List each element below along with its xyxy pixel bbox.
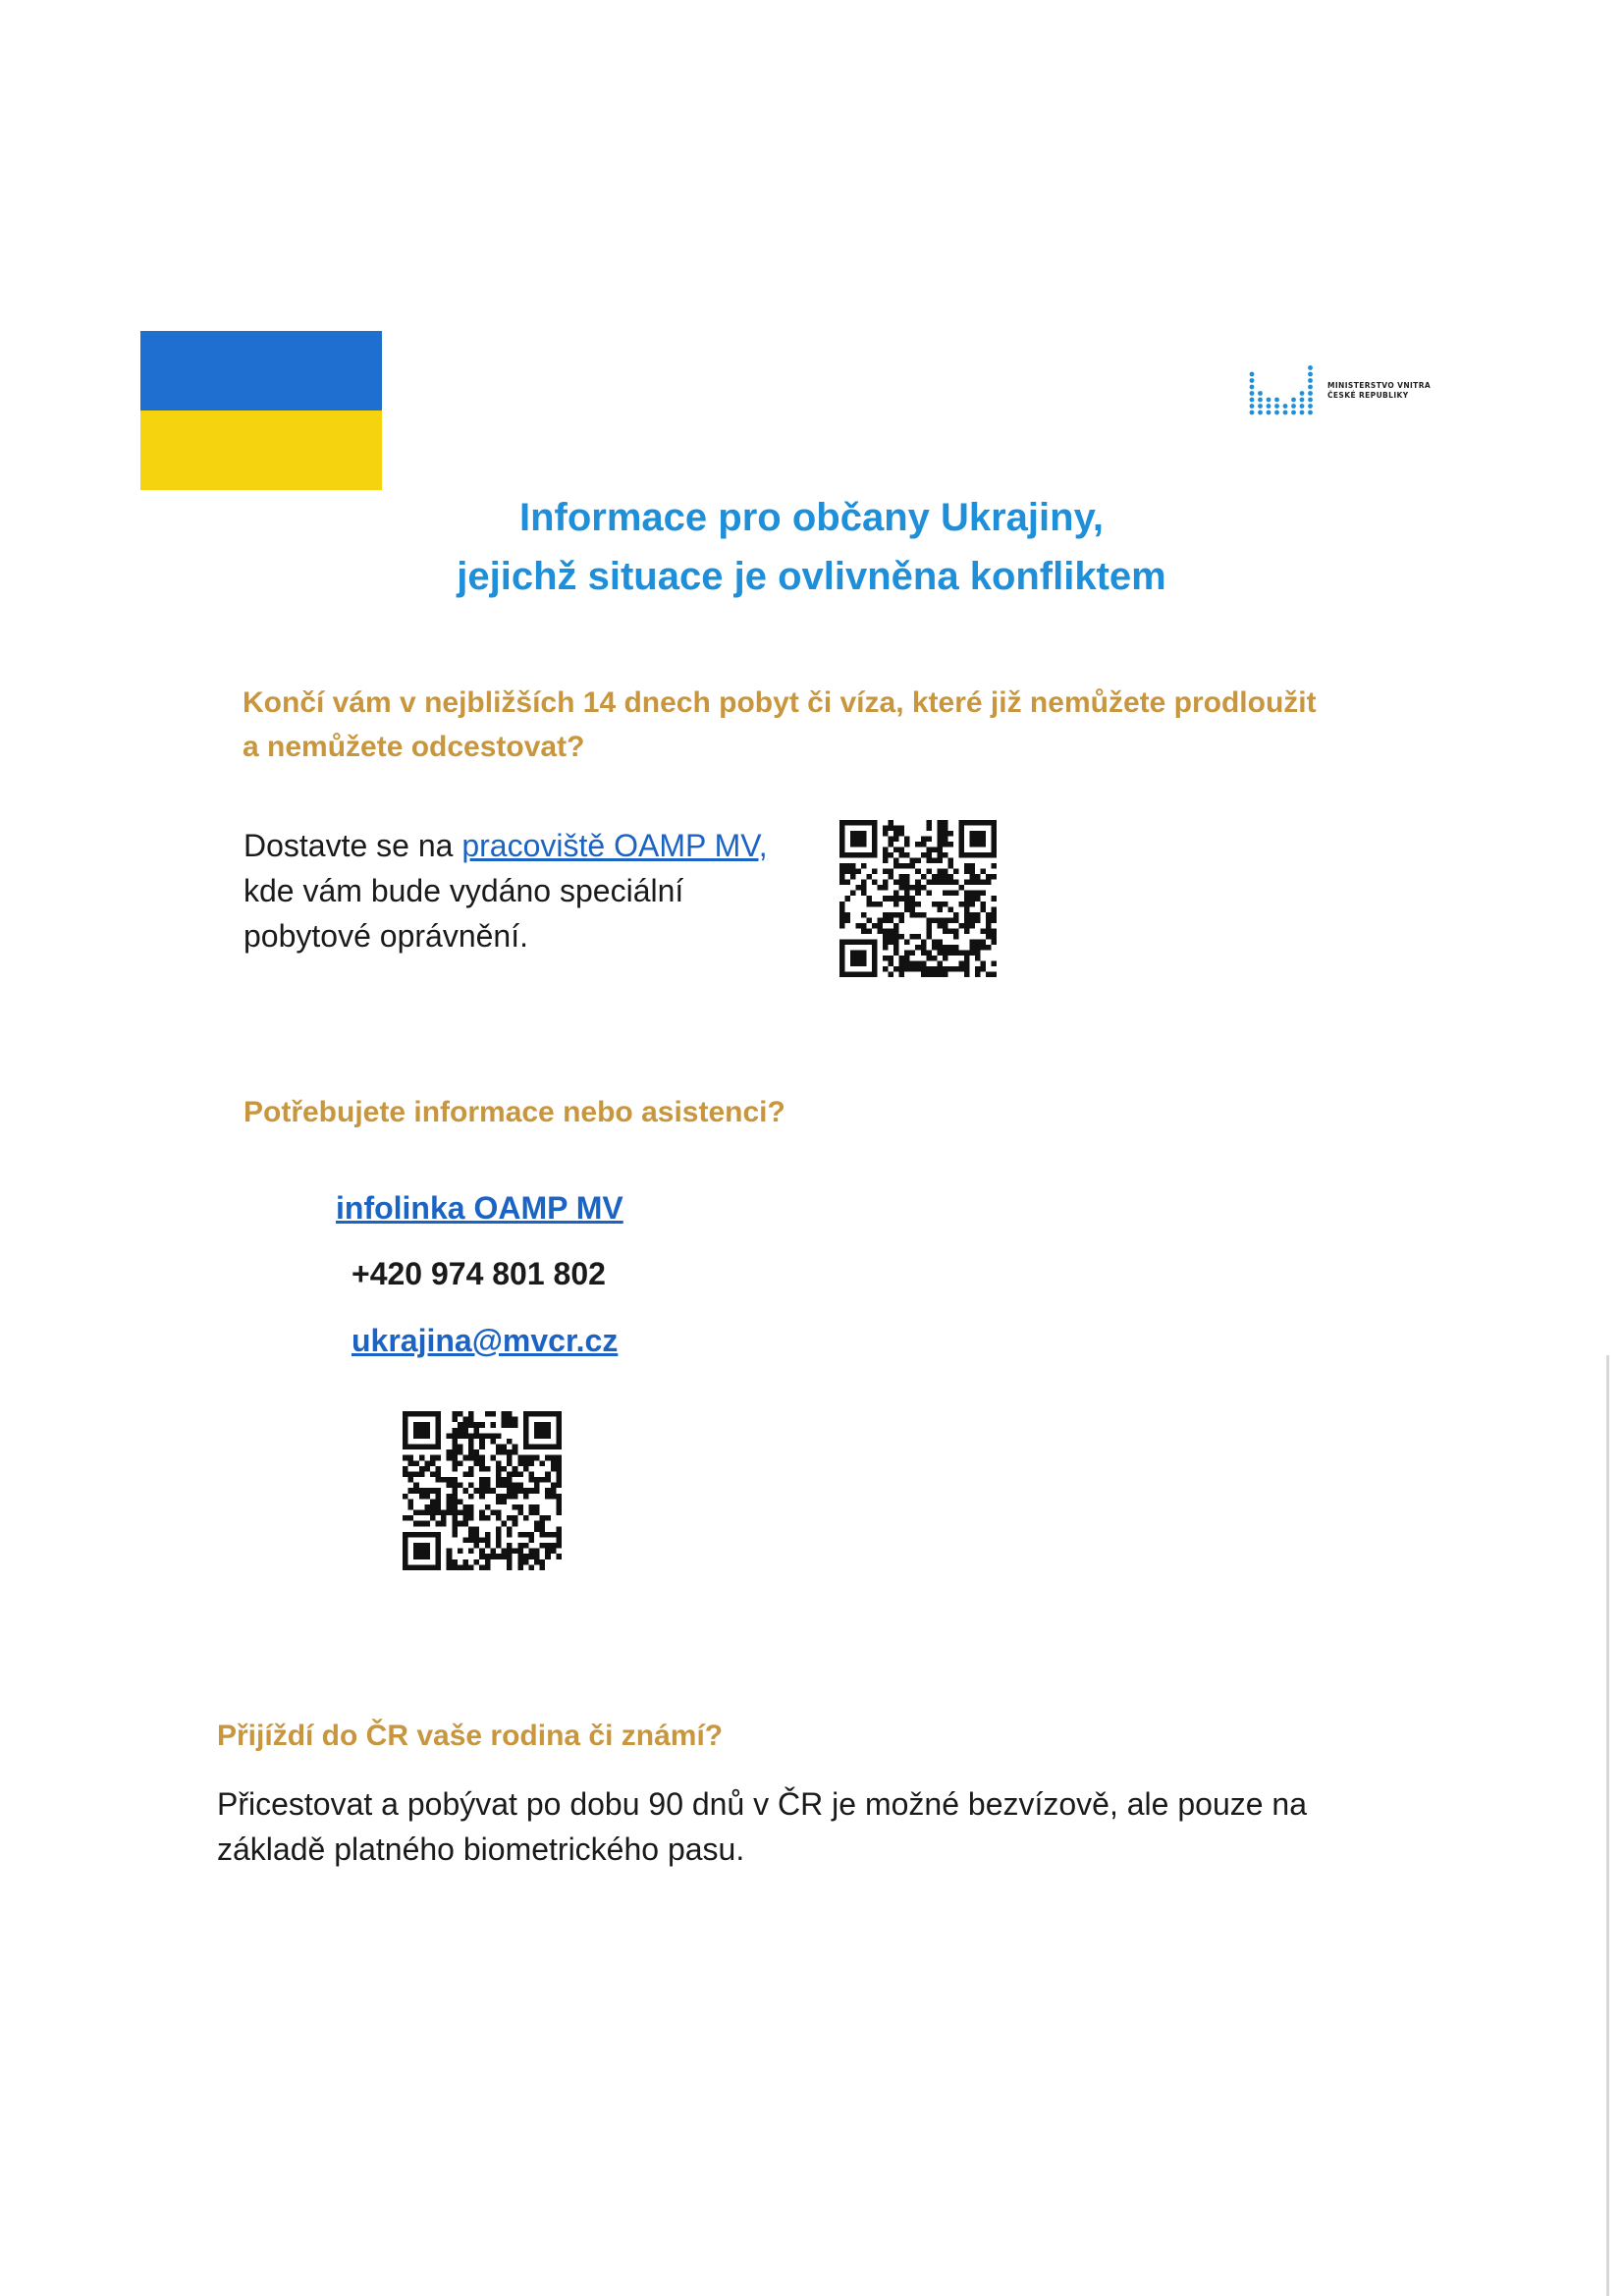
question-visa-line-2: a nemůžete odcestovat? <box>243 731 585 763</box>
ukraine-flag <box>140 331 382 490</box>
title-line-1: Informace pro občany Ukrajiny, <box>519 496 1104 539</box>
question-family-arrival: Přijíždí do ČR vaše rodina či známí? <box>217 1720 724 1752</box>
qr-code-infoline[interactable] <box>403 1411 562 1570</box>
flag-blue-stripe <box>140 331 382 410</box>
visa-free-line-1: Přicestovat a pobývat po dobu 90 dnů v ČR je možné bezvízově, ale pouze na <box>217 1786 1308 1822</box>
ministry-logo <box>1247 361 1453 416</box>
qr-code-icon <box>403 1411 562 1570</box>
flag-yellow-stripe <box>140 410 382 490</box>
logo-line-1: MINISTERSTVO VNITRA <box>1327 381 1432 390</box>
visa-instructions-line-1 <box>243 823 793 868</box>
visa-text-before-link: Dostavte se na <box>243 828 462 863</box>
title-line-2: jejichž situace je ovlivněna konfliktem <box>457 555 1166 598</box>
oamp-workplace-link[interactable]: pracoviště OAMP MV, <box>461 828 768 863</box>
visa-free-info <box>217 1781 1395 1872</box>
infoline-link[interactable]: infolinka OAMP MV <box>336 1190 623 1226</box>
ministry-logo-icon <box>1247 361 1322 416</box>
ministry-logo-text <box>1327 381 1431 401</box>
qr-code-oamp-workplaces[interactable] <box>839 820 997 977</box>
question-visa-line-1: Končí vám v nejbližších 14 dnech pobyt či víza, které již nemůžete prodloužit <box>243 686 1317 719</box>
visa-instructions-line-3: pobytové oprávnění. <box>243 918 528 954</box>
page-title <box>0 488 1623 606</box>
phone-number: +420 974 801 802 <box>352 1256 606 1291</box>
qr-code-icon <box>839 820 997 977</box>
logo-line-2: ČESKÉ REPUBLIKY <box>1327 391 1409 400</box>
email-link[interactable]: ukrajina@mvcr.cz <box>352 1323 619 1358</box>
visa-free-line-2: základě platného biometrického pasu. <box>217 1831 745 1867</box>
visa-instructions <box>243 823 793 958</box>
question-visa-expiry <box>243 681 1421 769</box>
visa-instructions-line-2: kde vám bude vydáno speciální <box>243 873 684 908</box>
scan-edge-line <box>1606 1355 1609 2296</box>
question-information-assistance: Potřebujete informace nebo asistenci? <box>243 1096 785 1128</box>
